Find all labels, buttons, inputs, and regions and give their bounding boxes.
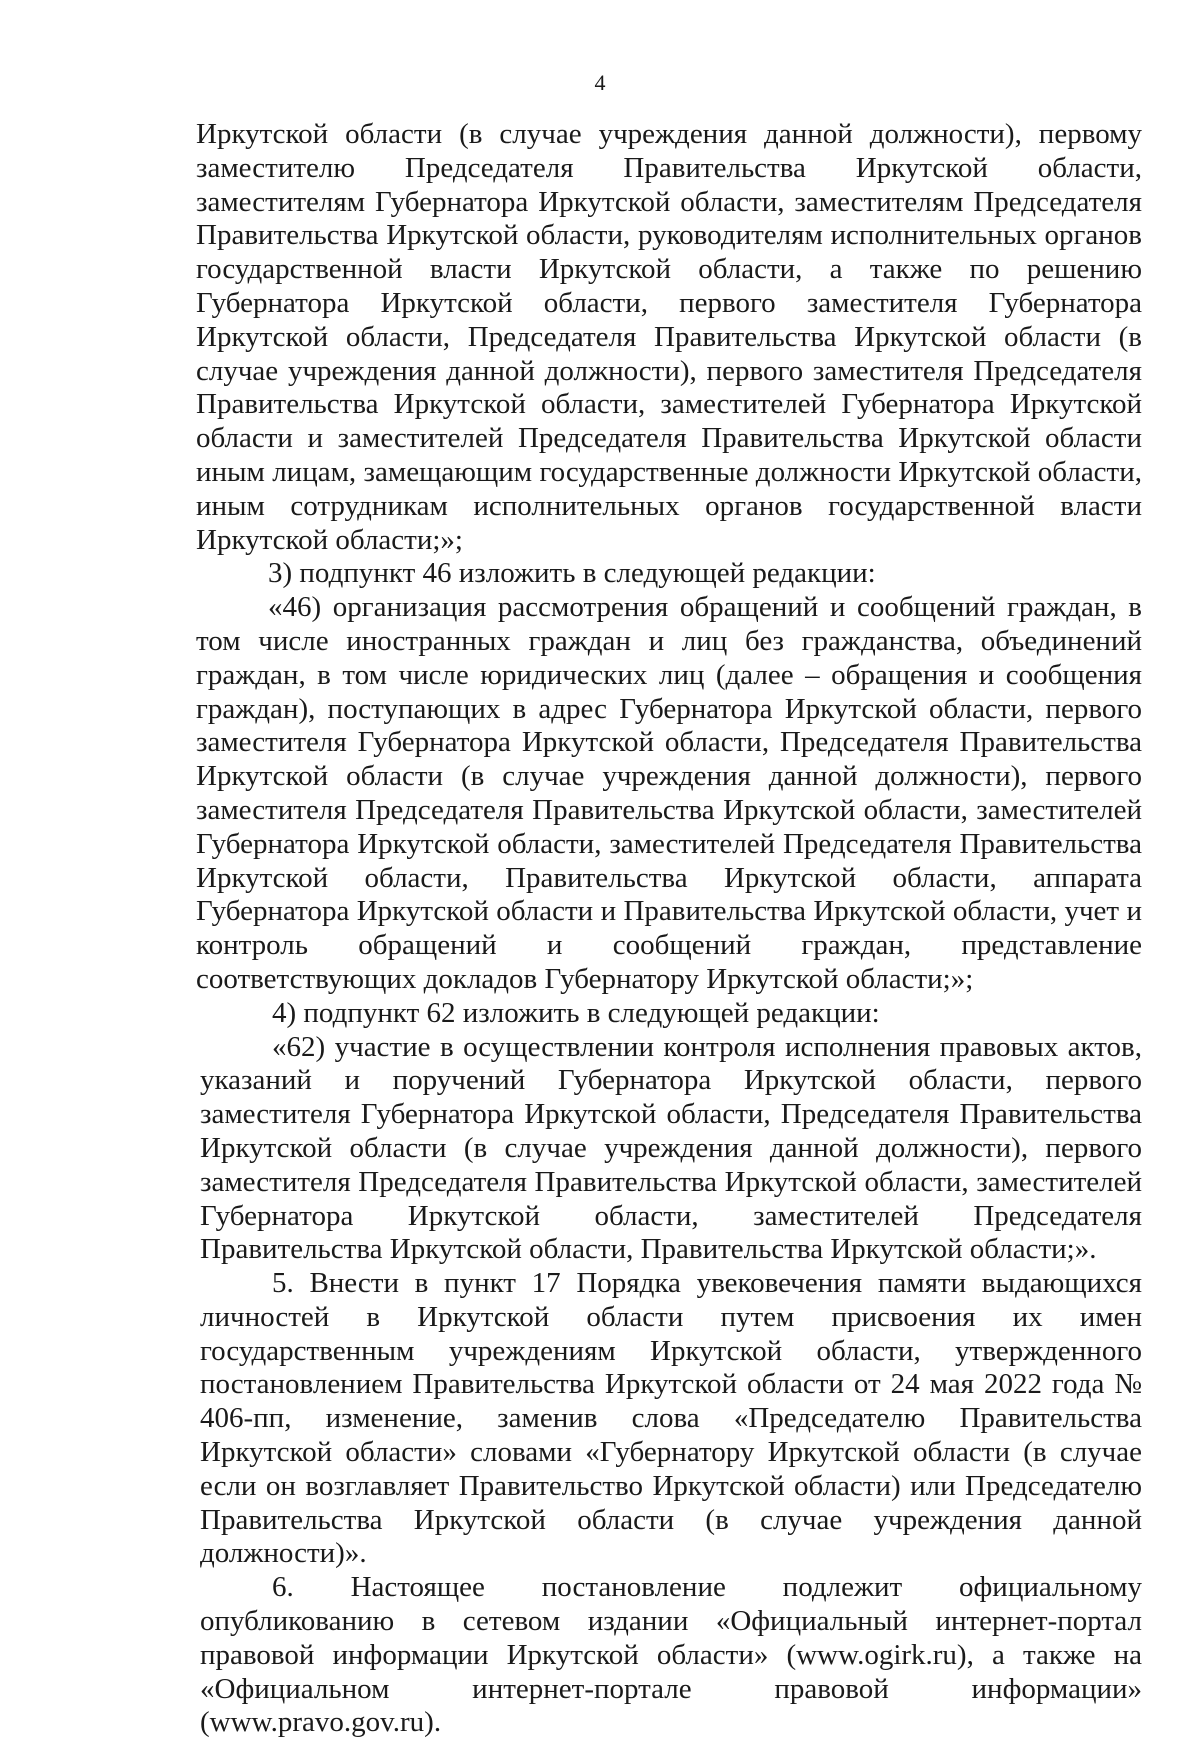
paragraph-subitem-3: 3) подпункт 46 изложить в следующей редакции: [268,557,876,590]
paragraph-item-5: 5. Внести в пункт 17 Порядка увековечения памяти выдающихся личностей в Иркутской области путем присвоения их имен государственным учреждениям Иркутской области, утвержденного постановлением Правительства Иркутской области от 24 мая 2022 года № 406-пп, изменение, заменив слова «Председателю Правительства Иркутской области» словами «Губернатору Иркутской области (в случае если он возглавляет Правительство Иркутской области) или Председателю Правительства Иркутской области (в случае учреждения данной должности)». [200,1267,1142,1570]
paragraph-item-6: 6. Настоящее постановление подлежит официальному опубликованию в сетевом издании «Официальный интернет-портал правовой информации Иркутской области» (www.ogirk.ru), а также на «Официальном интернет-портале правовой информации» (www.pravo.gov.ru). [200,1571,1142,1739]
paragraph-subitem-62-text: «62) участие в осуществлении контроля исполнения правовых актов, указаний и поручений Губернатора Иркутской области, первого заместителя Губернатора Иркутской области, Председателя Правительства Иркутской области (в случае учреждения данной должности), первого заместителя Председателя Правительства Иркутской области, заместителей Губернатора Иркутской области, заместителей Председателя Правительства Иркутской области, Правительства Иркутской области;». [200,1030,1142,1266]
page-number: 4 [594,70,606,95]
paragraph-continuation: Иркутской области (в случае учреждения данной должности), первому заместителю Председателя Правительства Иркутской области, заместителям Губернатора Иркутской области, заместителям Председателя Правительства Иркутской области, руководителям исполнительных органов государственной власти Иркутской области, а также по решению Губернатора Иркутской области, первого заместителя Губернатора Иркутской области, Председателя Правительства Иркутской области (в случае учреждения данной должности), первого заместителя Председателя Правительства Иркутской области, заместителей Губернатора Иркутской области и заместителей Председателя Правительства Иркутской области иным лицам, замещающим государственные должности Иркутской области, иным сотрудникам исполнительных органов государственной власти Иркутской области;»; [196,118,1142,556]
paragraph-subitem-4: 4) подпункт 62 изложить в следующей редакции: [272,996,880,1029]
document-body [196,118,1142,1740]
paragraph-subitem-46-text: «46) организация рассмотрения обращений и сообщений граждан, в том числе иностранных граждан и лиц без гражданства, объединений граждан, в том числе юридических лиц (далее – обращения и сообщения граждан), поступающих в адрес Губернатора Иркутской области, первого заместителя Губернатора Иркутской области, Председателя Правительства Иркутской области (в случае учреждения данной должности), первого заместителя Председателя Правительства Иркутской области, заместителей Губернатора Иркутской области, заместителей Председателя Правительства Иркутской области, Правительства Иркутской области, аппарата Губернатора Иркутской области и Правительства Иркутской области, учет и контроль обращений и сообщений граждан, представление соответствующих докладов Губернатору Иркутской области;»; [196,591,1142,995]
